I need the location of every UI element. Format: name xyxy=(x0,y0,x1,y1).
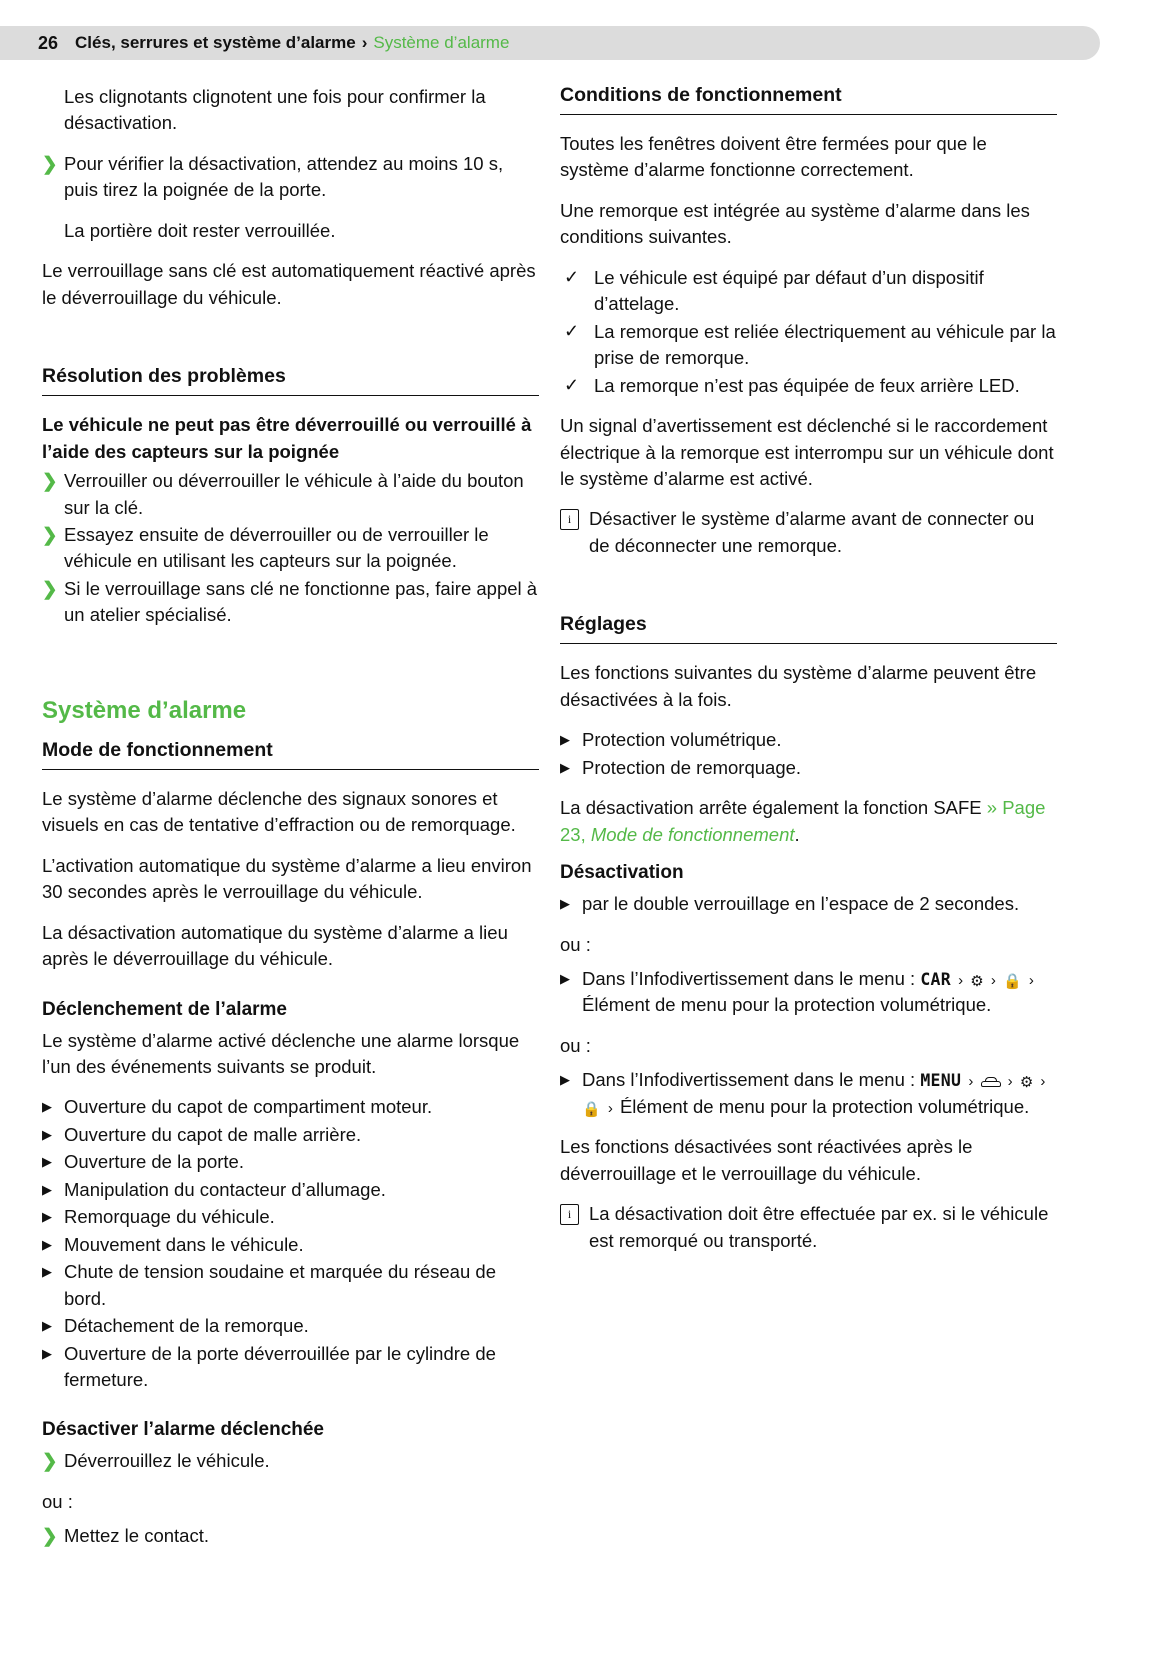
troubleshooting-intro: Le véhicule ne peut pas être déverrouillé ou verrouillé à l’aide des capteurs sur la poignée xyxy=(42,414,532,462)
list-item xyxy=(42,468,539,521)
list-item-text: Détachement de la remorque. xyxy=(64,1315,309,1337)
list-item xyxy=(42,1177,539,1203)
list-item xyxy=(42,1341,539,1394)
list-item xyxy=(42,522,539,575)
settings-gear-icon[interactable]: ⚙ xyxy=(1019,1074,1034,1092)
or-label-2: ou : xyxy=(560,1034,591,1056)
triangle-bullet-icon: ▶ xyxy=(42,1264,52,1280)
settings-intro: Les fonctions suivantes du système d’alarme peuvent être désactivées à la fois. xyxy=(560,662,1037,710)
operation-paragraph-2: L’activation automatique du système d’alarme a lieu environ 30 secondes après le verrouillage du véhicule. xyxy=(42,854,532,903)
green-arrow-icon: ❯ xyxy=(42,1450,58,1472)
info-icon: i xyxy=(560,1204,579,1225)
or-label-1: ou : xyxy=(560,933,591,955)
check-icon: ✓ xyxy=(564,320,580,341)
list-item-text: Manipulation du contacteur d’allumage. xyxy=(64,1178,386,1200)
spacer xyxy=(42,643,539,697)
triangle-bullet-icon: ▶ xyxy=(560,759,570,775)
list-item xyxy=(42,151,539,204)
menu-path-text xyxy=(582,966,1057,1019)
green-arrow-icon: ❯ xyxy=(42,152,58,174)
settings-heading: Réglages xyxy=(560,613,1057,644)
triangle-bullet-icon: ▶ xyxy=(42,1181,52,1197)
list-item xyxy=(42,1448,539,1474)
settings-function-list xyxy=(560,727,1057,781)
triangle-bullet-icon: ▶ xyxy=(42,1209,52,1225)
triangle-bullet-icon: ▶ xyxy=(42,1318,52,1334)
list-item-text: Protection de remorquage. xyxy=(582,756,802,778)
triangle-bullet-icon: ▶ xyxy=(42,1126,52,1142)
list-item xyxy=(560,319,1057,372)
menu-menu-tag[interactable]: MENU xyxy=(920,1071,962,1091)
list-item-text: La remorque est reliée électriquement au véhicule par la prise de remorque. xyxy=(594,320,1056,369)
triangle-bullet-icon: ▶ xyxy=(42,1345,52,1361)
list-item-text: Protection volumétrique. xyxy=(582,729,782,751)
menu-text-after: Élément de menu pour la protection volumétrique. xyxy=(582,994,992,1016)
path-separator-icon: › xyxy=(1040,1073,1046,1091)
green-arrow-icon: ❯ xyxy=(42,577,58,599)
list-item-text: Chute de tension soudaine et marquée du réseau de bord. xyxy=(64,1261,496,1309)
list-item xyxy=(42,1313,539,1339)
spacer xyxy=(560,573,1057,613)
list-item-text: La remorque n’est pas équipée de feux arrière LED. xyxy=(594,374,1020,396)
triangle-bullet-icon: ▶ xyxy=(560,970,570,986)
car-menu-tag[interactable]: CAR xyxy=(920,969,952,989)
left-column xyxy=(42,84,539,1564)
conditions-paragraph-2: Une remorque est intégrée au système d’alarme dans les conditions suivantes. xyxy=(560,199,1030,248)
check-icon: ✓ xyxy=(564,374,580,395)
step-text: Déverrouillez le véhicule. xyxy=(64,1450,270,1472)
info-icon: i xyxy=(560,509,579,530)
page-reference-link[interactable]: » Page 23, xyxy=(560,797,1046,845)
path-separator-icon: › xyxy=(990,971,996,989)
list-item xyxy=(42,1204,539,1230)
triangle-bullet-icon: ▶ xyxy=(560,896,570,912)
list-item xyxy=(560,265,1057,318)
reactivated-paragraph: Les fonctions désactivées sont réactivées après le déverrouillage et le verrouillage du véhicule. xyxy=(560,1136,973,1184)
settings-gear-icon[interactable]: ⚙ xyxy=(970,972,984,990)
list-item xyxy=(560,727,1057,753)
list-item xyxy=(42,1122,539,1148)
alarm-trigger-list xyxy=(42,1094,539,1393)
car-icon[interactable] xyxy=(981,1076,1001,1087)
list-item-text: Ouverture de la porte déverrouillée par le cylindre de fermeture. xyxy=(64,1342,496,1390)
page-number: 26 xyxy=(38,32,59,53)
list-item xyxy=(560,1067,1057,1120)
list-item-text: par le double verrouillage en l’espace de 2 secondes. xyxy=(582,893,1020,915)
step-text: Pour vérifier la désactivation, attendez au moins 10 s, puis tirez la poignée de la porte. xyxy=(64,152,504,201)
path-separator-icon: › xyxy=(1007,1073,1013,1091)
green-arrow-icon: ❯ xyxy=(42,523,58,545)
lock-icon[interactable]: 🔒 xyxy=(1003,972,1022,990)
deactivate-alarm-heading: Désactiver l’alarme déclenchée xyxy=(42,1419,325,1441)
check-icon: ✓ xyxy=(564,266,580,287)
deactivation-list-2 xyxy=(560,966,1057,1019)
spacer xyxy=(42,1407,539,1419)
list-item xyxy=(42,1232,539,1258)
step-text: Si le verrouillage sans clé ne fonctionne pas, faire appel à un atelier spécialisé. xyxy=(64,577,538,626)
right-column xyxy=(560,84,1057,1268)
page-header xyxy=(0,26,1100,60)
note-final xyxy=(560,1201,1057,1254)
path-separator-icon: › xyxy=(1028,971,1034,989)
safe-reference-paragraph xyxy=(560,795,1057,848)
list-item xyxy=(560,755,1057,781)
list-item xyxy=(42,1149,539,1175)
menu-text-before: Dans l’Infodivertissement dans le menu : xyxy=(582,1069,916,1091)
list-item xyxy=(560,966,1057,1019)
list-item xyxy=(560,373,1057,399)
triangle-bullet-icon: ▶ xyxy=(42,1236,52,1252)
alarm-trigger-intro: Le système d’alarme activé déclenche une alarme lorsque l’un des événements suivants se produit. xyxy=(42,1029,520,1077)
note-text: Désactiver le système d’alarme avant de connecter ou de déconnecter une remorque. xyxy=(589,508,1035,556)
door-locked-note: La portière doit rester verrouillée. xyxy=(64,219,336,241)
list-item xyxy=(42,1523,539,1549)
operation-mode-heading: Mode de fonctionnement xyxy=(42,739,539,770)
step-text: Mettez le contact. xyxy=(64,1525,209,1547)
triangle-bullet-icon: ▶ xyxy=(42,1099,52,1115)
deactivation-heading: Désactivation xyxy=(560,862,684,884)
deactivate-step-list-1 xyxy=(42,1448,539,1474)
triangle-bullet-icon: ▶ xyxy=(560,1072,570,1088)
lock-icon[interactable]: 🔒 xyxy=(582,1100,601,1118)
path-separator-icon: › xyxy=(607,1099,613,1117)
path-separator-icon: › xyxy=(968,1073,974,1091)
or-label: ou : xyxy=(42,1490,73,1512)
menu-path-text xyxy=(582,1067,1057,1120)
deactivate-step-list-2 xyxy=(42,1523,539,1549)
operation-paragraph-3: La désactivation automatique du système d’alarme a lieu après le déverrouillage du véhicule. xyxy=(42,921,508,970)
breadcrumb-main: Clés, serrures et système d’alarme xyxy=(75,33,356,52)
breadcrumb-separator: › xyxy=(361,33,368,52)
deactivation-list-3 xyxy=(560,1067,1057,1120)
list-item xyxy=(42,1259,539,1312)
list-item-text: Le véhicule est équipé par défaut d’un dispositif d’attelage. xyxy=(594,266,984,315)
list-item-text: Remorquage du véhicule. xyxy=(64,1206,275,1228)
step-text: Essayez ensuite de déverrouiller ou de verrouiller le véhicule en utilisant les capteurs sur la poignée. xyxy=(64,523,489,572)
conditions-check-list xyxy=(560,265,1057,399)
list-item-text: Ouverture du capot de malle arrière. xyxy=(64,1123,362,1145)
breadcrumb-current: Système d’alarme xyxy=(373,33,510,52)
troubleshooting-steps xyxy=(42,468,539,629)
list-item-text: Mouvement dans le véhicule. xyxy=(64,1233,304,1255)
safe-text-after: . xyxy=(794,823,800,845)
triangle-bullet-icon: ▶ xyxy=(560,732,570,748)
green-arrow-icon: ❯ xyxy=(42,1525,58,1547)
list-item-text: Ouverture de la porte. xyxy=(64,1151,244,1173)
spacer xyxy=(42,325,539,365)
troubleshooting-heading: Résolution des problèmes xyxy=(42,365,539,396)
spacer xyxy=(42,987,539,999)
conditions-heading: Conditions de fonctionnement xyxy=(560,84,1057,115)
list-item xyxy=(42,576,539,629)
path-separator-icon: › xyxy=(958,971,964,989)
step-text: Verrouiller ou déverrouiller le véhicule à l’aide du bouton sur la clé. xyxy=(64,470,524,518)
alarm-system-heading: Système d’alarme xyxy=(42,696,247,724)
deactivation-list-1 xyxy=(560,891,1057,917)
list-item-text: Ouverture du capot de compartiment moteur. xyxy=(64,1096,433,1118)
operation-paragraph-1: Le système d’alarme déclenche des signaux sonores et visuels en cas de tentative d’effraction ou de remorquage. xyxy=(42,787,516,836)
conditions-paragraph-1: Toutes les fenêtres doivent être fermées pour que le système d’alarme fonctionne correctement. xyxy=(560,133,987,181)
menu-text-before: Dans l’Infodivertissement dans le menu : xyxy=(582,967,916,989)
page-reference-title[interactable]: Mode de fonctionnement xyxy=(590,823,795,845)
safe-text-before: La désactivation arrête également la fonction SAFE xyxy=(560,797,987,819)
verify-steps-list xyxy=(42,151,539,204)
intro-line: Les clignotants clignotent une fois pour confirmer la désactivation. xyxy=(64,86,486,134)
menu-text-after: Élément de menu pour la protection volumétrique. xyxy=(619,1095,1030,1117)
keyless-reactivated-paragraph: Le verrouillage sans clé est automatiquement réactivé après le déverrouillage du véhicule. xyxy=(42,260,536,308)
list-item xyxy=(42,1094,539,1120)
note-trailer xyxy=(560,506,1057,559)
triangle-bullet-icon: ▶ xyxy=(42,1154,52,1170)
note-text: La désactivation doit être effectuée par ex. si le véhicule est remorqué ou transporté. xyxy=(589,1203,1049,1251)
list-item xyxy=(560,891,1057,917)
green-arrow-icon: ❯ xyxy=(42,470,58,492)
conditions-paragraph-3: Un signal d’avertissement est déclenché si le raccordement électrique à la remorque est interrompu sur un véhicule dont le système d’alarme est activé. xyxy=(560,415,1054,489)
alarm-trigger-heading: Déclenchement de l’alarme xyxy=(42,998,287,1020)
